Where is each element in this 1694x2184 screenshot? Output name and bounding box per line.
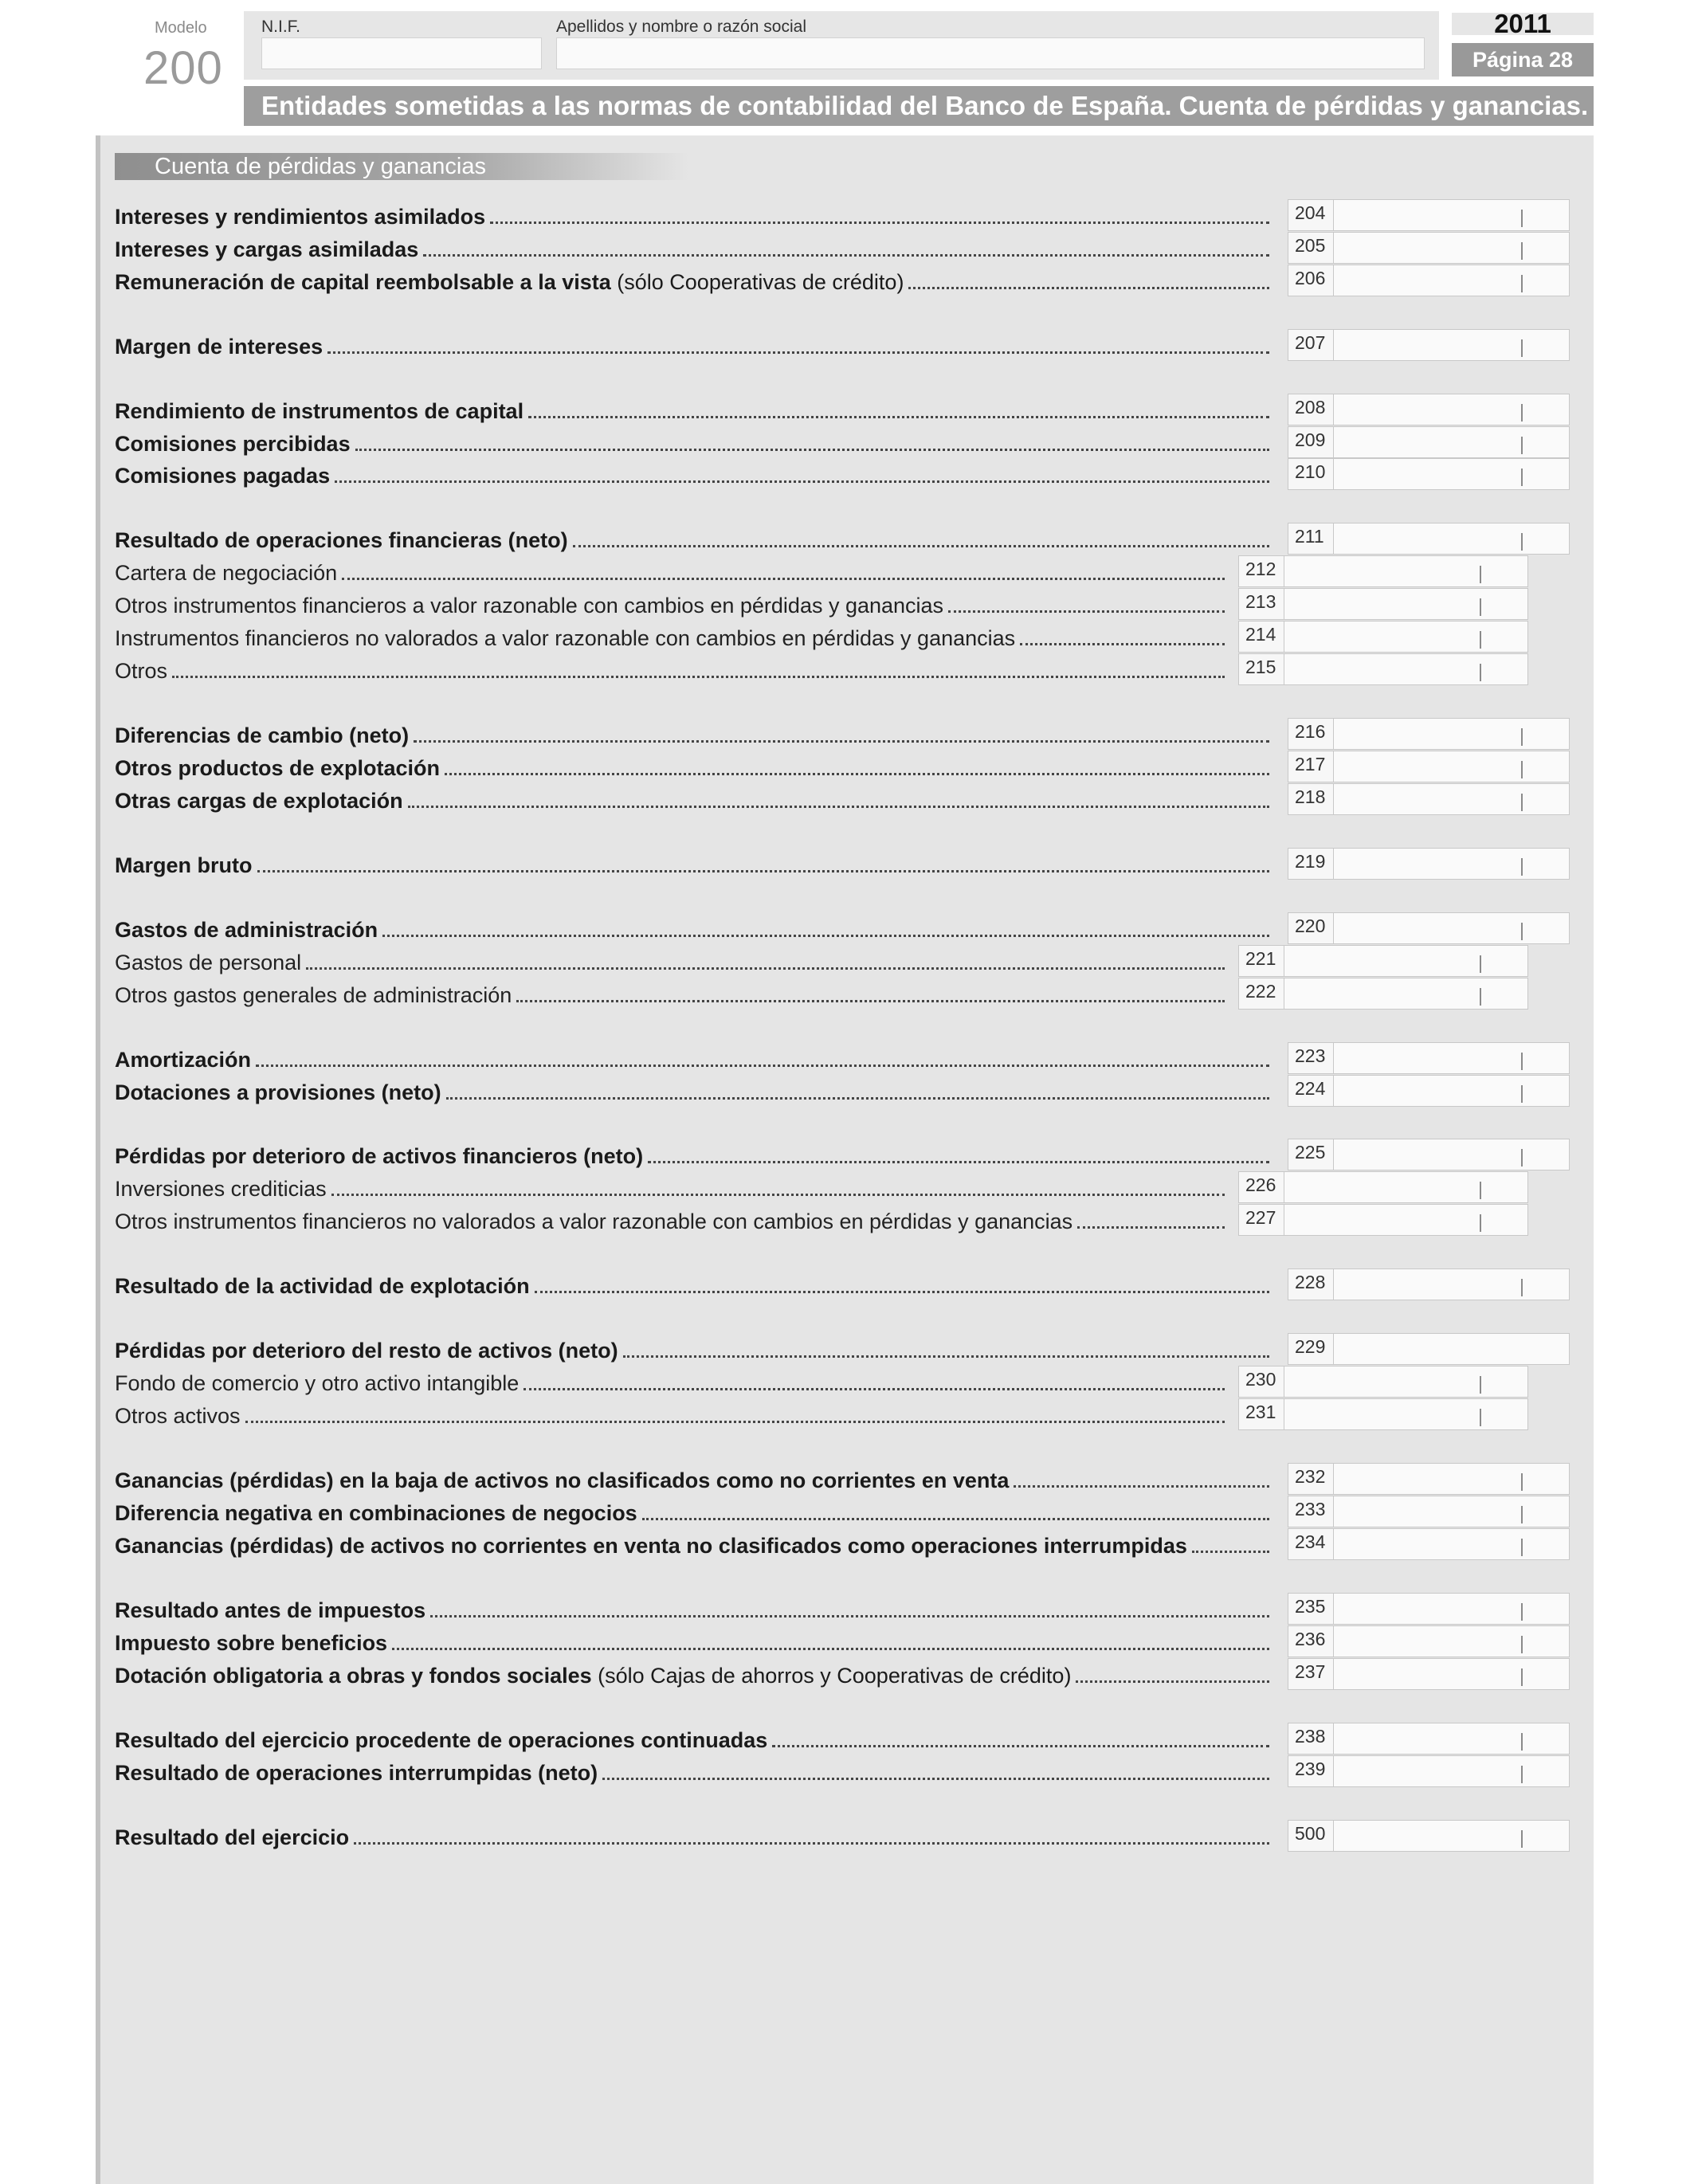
amount-input[interactable] <box>1334 1333 1570 1365</box>
row-label-228 <box>115 1274 530 1300</box>
box-code: 220 <box>1288 912 1334 944</box>
box-code: 231 <box>1238 1398 1284 1430</box>
amount-cell-211 <box>1288 523 1570 555</box>
row-label-text: Intereses y rendimientos asimilados <box>115 205 486 229</box>
box-code: 223 <box>1288 1042 1334 1074</box>
form-row-213 <box>115 588 1227 620</box>
page-badge: Página 28 <box>1452 43 1594 76</box>
row-label-text: Otros activos <box>115 1404 241 1428</box>
row-label-text: Cartera de negociación <box>115 561 338 585</box>
row-label-text: Fondo de comercio y otro activo intangible <box>115 1371 520 1395</box>
form-row-222 <box>115 978 1227 1010</box>
row-label-text: Resultado de operaciones financieras (neto) <box>115 528 568 552</box>
box-code: 238 <box>1288 1723 1334 1755</box>
row-label-214 <box>115 626 1015 653</box>
amount-cell-215 <box>1238 653 1528 685</box>
row-label-238 <box>115 1728 767 1755</box>
box-code: 212 <box>1238 555 1284 587</box>
box-code: 215 <box>1238 653 1284 685</box>
row-label-text: Diferencia negativa en combinaciones de negocios <box>115 1501 637 1525</box>
box-code: 214 <box>1238 621 1284 653</box>
section-title: Cuenta de pérdidas y ganancias <box>115 153 688 180</box>
amount-input[interactable] <box>1334 1593 1570 1625</box>
row-label-220 <box>115 918 378 944</box>
amount-cell-220 <box>1288 912 1570 944</box>
row-label-217 <box>115 756 440 782</box>
amount-cell-219 <box>1288 848 1570 880</box>
dot-leader <box>342 578 1225 580</box>
amount-cell-206 <box>1288 265 1570 296</box>
form-row-227 <box>115 1204 1227 1236</box>
amount-cell-218 <box>1288 783 1570 815</box>
box-code: 230 <box>1238 1366 1284 1398</box>
amount-cell-217 <box>1288 751 1570 782</box>
form-row-206 <box>115 265 1272 296</box>
amount-input[interactable] <box>1334 1625 1570 1657</box>
form-row-216 <box>115 718 1272 750</box>
box-code: 233 <box>1288 1496 1334 1527</box>
nif-label: N.I.F. <box>261 18 301 36</box>
row-label-204 <box>115 205 485 231</box>
row-label-225 <box>115 1144 643 1170</box>
row-label-text: Otros gastos generales de administración <box>115 983 512 1007</box>
amount-cell-500 <box>1288 1820 1570 1852</box>
amount-input[interactable] <box>1334 783 1570 815</box>
row-label-232 <box>115 1468 1009 1495</box>
dot-leader <box>331 1194 1225 1196</box>
amount-cell-237 <box>1288 1658 1570 1690</box>
amount-input[interactable] <box>1334 1658 1570 1690</box>
row-label-211 <box>115 528 568 555</box>
row-label-text: Remuneración de capital reembolsable a la vista <box>115 270 611 294</box>
box-code: 216 <box>1288 718 1334 750</box>
row-label-230 <box>115 1371 519 1398</box>
row-label-text: Margen de intereses <box>115 335 324 359</box>
amount-input[interactable] <box>1284 1366 1528 1398</box>
form-row-231 <box>115 1398 1227 1430</box>
row-label-227 <box>115 1210 1072 1236</box>
box-code: 208 <box>1288 394 1334 425</box>
amount-input[interactable] <box>1334 1042 1570 1074</box>
row-label-text: Ganancias (pérdidas) de activos no corrientes en venta no clasificados como operaciones interrumpidas <box>115 1534 1187 1558</box>
amount-cell-233 <box>1288 1496 1570 1527</box>
box-code: 209 <box>1288 426 1334 458</box>
row-label-text: Amortización <box>115 1048 252 1072</box>
amount-cell-222 <box>1238 978 1528 1010</box>
row-label-233 <box>115 1501 637 1527</box>
row-label-text: Comisiones pagadas <box>115 464 331 488</box>
form-row-220 <box>115 912 1272 944</box>
name-label: Apellidos y nombre o razón social <box>556 18 806 36</box>
form-row-234 <box>115 1528 1272 1560</box>
dot-leader <box>1077 1226 1225 1229</box>
row-label-207 <box>115 335 323 361</box>
dot-leader <box>573 545 1269 547</box>
modelo-label: Modelo <box>155 19 207 37</box>
row-label-223 <box>115 1048 251 1074</box>
row-label-237 <box>115 1664 1071 1690</box>
amount-cell-223 <box>1288 1042 1570 1074</box>
amount-cell-208 <box>1288 394 1570 425</box>
box-code: 500 <box>1288 1820 1334 1852</box>
amount-cell-232 <box>1288 1463 1570 1495</box>
row-label-231 <box>115 1404 241 1430</box>
amount-cell-231 <box>1238 1398 1528 1430</box>
row-label-206 <box>115 270 904 296</box>
dot-leader <box>948 610 1225 613</box>
dot-leader <box>430 1615 1269 1617</box>
form-row-219 <box>115 848 1272 880</box>
row-label-224 <box>115 1080 441 1107</box>
form-row-237 <box>115 1658 1272 1690</box>
dot-leader <box>642 1518 1269 1520</box>
row-label-205 <box>115 237 418 264</box>
amount-input[interactable] <box>1334 265 1570 296</box>
amount-input[interactable] <box>1334 718 1570 750</box>
row-label-218 <box>115 789 403 815</box>
amount-input[interactable] <box>1284 1204 1528 1236</box>
amount-input[interactable] <box>1284 588 1528 620</box>
row-label-221 <box>115 951 301 977</box>
amount-input[interactable] <box>1334 1496 1570 1527</box>
box-code: 222 <box>1238 978 1284 1010</box>
form-row-230 <box>115 1366 1227 1398</box>
row-label-text: Gastos de administración <box>115 918 378 942</box>
name-field[interactable] <box>556 37 1425 69</box>
row-label-text: Intereses y cargas asimiladas <box>115 237 419 261</box>
box-code: 210 <box>1288 458 1334 490</box>
row-label-text: Diferencias de cambio (neto) <box>115 723 410 747</box>
form-row-212 <box>115 555 1227 587</box>
dot-leader <box>1192 1551 1269 1553</box>
row-label-text: Resultado de la actividad de explotación <box>115 1274 530 1298</box>
form-row-207 <box>115 329 1272 361</box>
amount-input[interactable] <box>1334 1528 1570 1560</box>
box-code: 232 <box>1288 1463 1334 1495</box>
dot-leader <box>256 1065 1269 1067</box>
amount-input[interactable] <box>1284 621 1528 653</box>
amount-input[interactable] <box>1284 945 1528 977</box>
form-row-218 <box>115 783 1272 815</box>
row-label-text: Ganancias (pérdidas) en la baja de activos no clasificados como no corrientes en venta <box>115 1468 1010 1492</box>
form-row-239 <box>115 1755 1272 1787</box>
amount-input[interactable] <box>1334 426 1570 458</box>
row-label-text: Resultado del ejercicio procedente de operaciones continuadas <box>115 1728 768 1752</box>
amount-input[interactable] <box>1334 458 1570 490</box>
form-row-232 <box>115 1463 1272 1495</box>
form-row-221 <box>115 945 1227 977</box>
dot-leader <box>355 449 1269 451</box>
amount-cell-229 <box>1288 1333 1570 1365</box>
amount-cell-213 <box>1238 588 1528 620</box>
row-label-text: Otros productos de explotación <box>115 756 441 780</box>
box-code: 205 <box>1288 232 1334 264</box>
row-label-222 <box>115 983 512 1010</box>
amount-input[interactable] <box>1334 1723 1570 1755</box>
row-label-239 <box>115 1761 598 1787</box>
row-label-text: Comisiones percibidas <box>115 432 351 456</box>
dot-leader <box>408 806 1269 808</box>
amount-input[interactable] <box>1334 232 1570 264</box>
row-label-219 <box>115 853 253 880</box>
form-row-500 <box>115 1820 1272 1852</box>
form-row-204 <box>115 199 1272 231</box>
taxpayer-id-box <box>244 11 1439 80</box>
amount-input[interactable] <box>1334 1755 1570 1787</box>
amount-cell-224 <box>1288 1075 1570 1107</box>
dot-leader <box>648 1161 1269 1163</box>
dot-leader <box>523 1388 1225 1390</box>
dot-leader <box>423 254 1269 257</box>
row-label-note: (sólo Cooperativas de crédito) <box>610 270 904 294</box>
row-label-209 <box>115 432 351 458</box>
amount-cell-205 <box>1288 232 1570 264</box>
box-code: 239 <box>1288 1755 1334 1787</box>
box-code: 207 <box>1288 329 1334 361</box>
row-label-500 <box>115 1825 349 1852</box>
box-code: 236 <box>1288 1625 1334 1657</box>
modelo-number: 200 <box>143 42 223 94</box>
dot-leader <box>516 1000 1225 1002</box>
dot-leader <box>908 287 1269 289</box>
dot-leader <box>535 1291 1269 1293</box>
dot-leader <box>414 740 1269 743</box>
nif-field[interactable] <box>261 37 542 69</box>
dot-leader <box>335 480 1269 483</box>
amount-cell-230 <box>1238 1366 1528 1398</box>
row-label-text: Otras cargas de explotación <box>115 789 403 813</box>
box-code: 219 <box>1288 848 1334 880</box>
row-label-text: Gastos de personal <box>115 951 302 974</box>
dot-leader <box>392 1648 1269 1650</box>
dot-leader <box>327 351 1269 354</box>
amount-cell-227 <box>1238 1204 1528 1236</box>
amount-cell-226 <box>1238 1171 1528 1203</box>
row-label-235 <box>115 1598 425 1625</box>
amount-input[interactable] <box>1334 199 1570 231</box>
dot-leader <box>1014 1485 1269 1488</box>
dot-leader <box>528 416 1269 418</box>
dot-leader <box>172 676 1225 678</box>
dot-leader <box>354 1842 1269 1845</box>
box-code: 206 <box>1288 265 1334 296</box>
form-row-233 <box>115 1496 1272 1527</box>
amount-input[interactable] <box>1334 751 1570 782</box>
dot-leader <box>446 1097 1269 1100</box>
amount-cell-234 <box>1288 1528 1570 1560</box>
page-title: Entidades sometidas a las normas de contabilidad del Banco de España. Cuenta de pérdidas y ganancias. <box>244 86 1594 126</box>
row-label-229 <box>115 1339 618 1365</box>
dot-leader <box>257 870 1270 872</box>
amount-input[interactable] <box>1284 555 1528 587</box>
box-code: 237 <box>1288 1658 1334 1690</box>
form-row-211 <box>115 523 1272 555</box>
dot-leader <box>602 1778 1269 1780</box>
form-row-215 <box>115 653 1227 685</box>
row-label-text: Otros instrumentos financieros no valorados a valor razonable con cambios en pérdidas y ganancias <box>115 1210 1073 1233</box>
row-label-212 <box>115 561 337 587</box>
row-label-text: Resultado antes de impuestos <box>115 1598 426 1622</box>
amount-cell-216 <box>1288 718 1570 750</box>
row-label-text: Pérdidas por deterioro del resto de activos (neto) <box>115 1339 618 1363</box>
amount-input[interactable] <box>1284 653 1528 685</box>
dot-leader <box>245 1421 1225 1423</box>
dot-leader <box>623 1355 1269 1358</box>
box-code: 211 <box>1288 523 1334 555</box>
year-badge: 2011 <box>1452 13 1594 35</box>
box-code: 234 <box>1288 1528 1334 1560</box>
box-code: 213 <box>1238 588 1284 620</box>
amount-cell-228 <box>1288 1268 1570 1300</box>
row-label-226 <box>115 1177 327 1203</box>
form-row-217 <box>115 751 1272 782</box>
box-code: 229 <box>1288 1333 1334 1365</box>
box-code: 221 <box>1238 945 1284 977</box>
dot-leader <box>306 967 1225 970</box>
row-label-text: Dotación obligatoria a obras y fondos sociales <box>115 1664 592 1688</box>
amount-input[interactable] <box>1334 329 1570 361</box>
form-row-209 <box>115 426 1272 458</box>
amount-cell-214 <box>1238 621 1528 653</box>
amount-input[interactable] <box>1334 848 1570 880</box>
dot-leader <box>490 222 1269 224</box>
box-code: 225 <box>1288 1139 1334 1170</box>
amount-input[interactable] <box>1284 1398 1528 1430</box>
box-code: 226 <box>1238 1171 1284 1203</box>
form-row-208 <box>115 394 1272 425</box>
row-label-text: Margen bruto <box>115 853 253 877</box>
amount-cell-236 <box>1288 1625 1570 1657</box>
amount-cell-221 <box>1238 945 1528 977</box>
amount-input[interactable] <box>1334 912 1570 944</box>
row-label-236 <box>115 1631 387 1657</box>
form-row-205 <box>115 232 1272 264</box>
amount-input[interactable] <box>1334 394 1570 425</box>
row-label-text: Otros instrumentos financieros a valor razonable con cambios en pérdidas y ganancias <box>115 594 944 618</box>
amount-input[interactable] <box>1284 978 1528 1010</box>
row-label-216 <box>115 723 409 750</box>
amount-cell-210 <box>1288 458 1570 490</box>
row-label-text: Inversiones crediticias <box>115 1177 327 1201</box>
row-label-text: Rendimiento de instrumentos de capital <box>115 399 524 423</box>
row-label-text: Otros <box>115 659 168 683</box>
row-label-text: Resultado del ejercicio <box>115 1825 350 1849</box>
dot-leader <box>445 773 1269 775</box>
amount-cell-225 <box>1288 1139 1570 1170</box>
amount-cell-207 <box>1288 329 1570 361</box>
form-row-210 <box>115 458 1272 490</box>
row-label-text: Instrumentos financieros no valorados a valor razonable con cambios en pérdidas y ganancias <box>115 626 1016 650</box>
row-label-note: (sólo Cajas de ahorros y Cooperativas de crédito) <box>591 1664 1072 1688</box>
box-code: 235 <box>1288 1593 1334 1625</box>
row-label-234 <box>115 1534 1187 1560</box>
form-row-225 <box>115 1139 1272 1170</box>
amount-cell-212 <box>1238 555 1528 587</box>
amount-cell-204 <box>1288 199 1570 231</box>
dot-leader <box>1020 643 1225 645</box>
row-label-text: Impuesto sobre beneficios <box>115 1631 388 1655</box>
form-row-223 <box>115 1042 1272 1074</box>
form-row-235 <box>115 1593 1272 1625</box>
box-code: 204 <box>1288 199 1334 231</box>
amount-cell-235 <box>1288 1593 1570 1625</box>
amount-input[interactable] <box>1334 1820 1570 1852</box>
form-row-214 <box>115 621 1227 653</box>
amount-cell-209 <box>1288 426 1570 458</box>
amount-cell-238 <box>1288 1723 1570 1755</box>
dot-leader <box>772 1745 1269 1747</box>
row-label-208 <box>115 399 523 425</box>
form-row-236 <box>115 1625 1272 1657</box>
row-label-text: Pérdidas por deterioro de activos financieros (neto) <box>115 1144 644 1168</box>
amount-cell-239 <box>1288 1755 1570 1787</box>
row-label-210 <box>115 464 330 490</box>
form-row-238 <box>115 1723 1272 1755</box>
box-code: 217 <box>1288 751 1334 782</box>
box-code: 218 <box>1288 783 1334 815</box>
form-row-226 <box>115 1171 1227 1203</box>
box-code: 227 <box>1238 1204 1284 1236</box>
amount-input[interactable] <box>1334 1268 1570 1300</box>
amount-input[interactable] <box>1334 523 1570 555</box>
box-code: 228 <box>1288 1268 1334 1300</box>
dot-leader <box>1076 1680 1269 1683</box>
row-label-text: Dotaciones a provisiones (neto) <box>115 1080 441 1104</box>
amount-input[interactable] <box>1334 1463 1570 1495</box>
form-row-224 <box>115 1075 1272 1107</box>
amount-input[interactable] <box>1334 1139 1570 1170</box>
box-code: 224 <box>1288 1075 1334 1107</box>
amount-input[interactable] <box>1334 1075 1570 1107</box>
row-label-text: Resultado de operaciones interrumpidas (neto) <box>115 1761 598 1785</box>
form-row-229 <box>115 1333 1272 1365</box>
row-label-215 <box>115 659 167 685</box>
amount-input[interactable] <box>1284 1171 1528 1203</box>
dot-leader <box>382 935 1269 937</box>
row-label-213 <box>115 594 943 620</box>
form-row-228 <box>115 1268 1272 1300</box>
